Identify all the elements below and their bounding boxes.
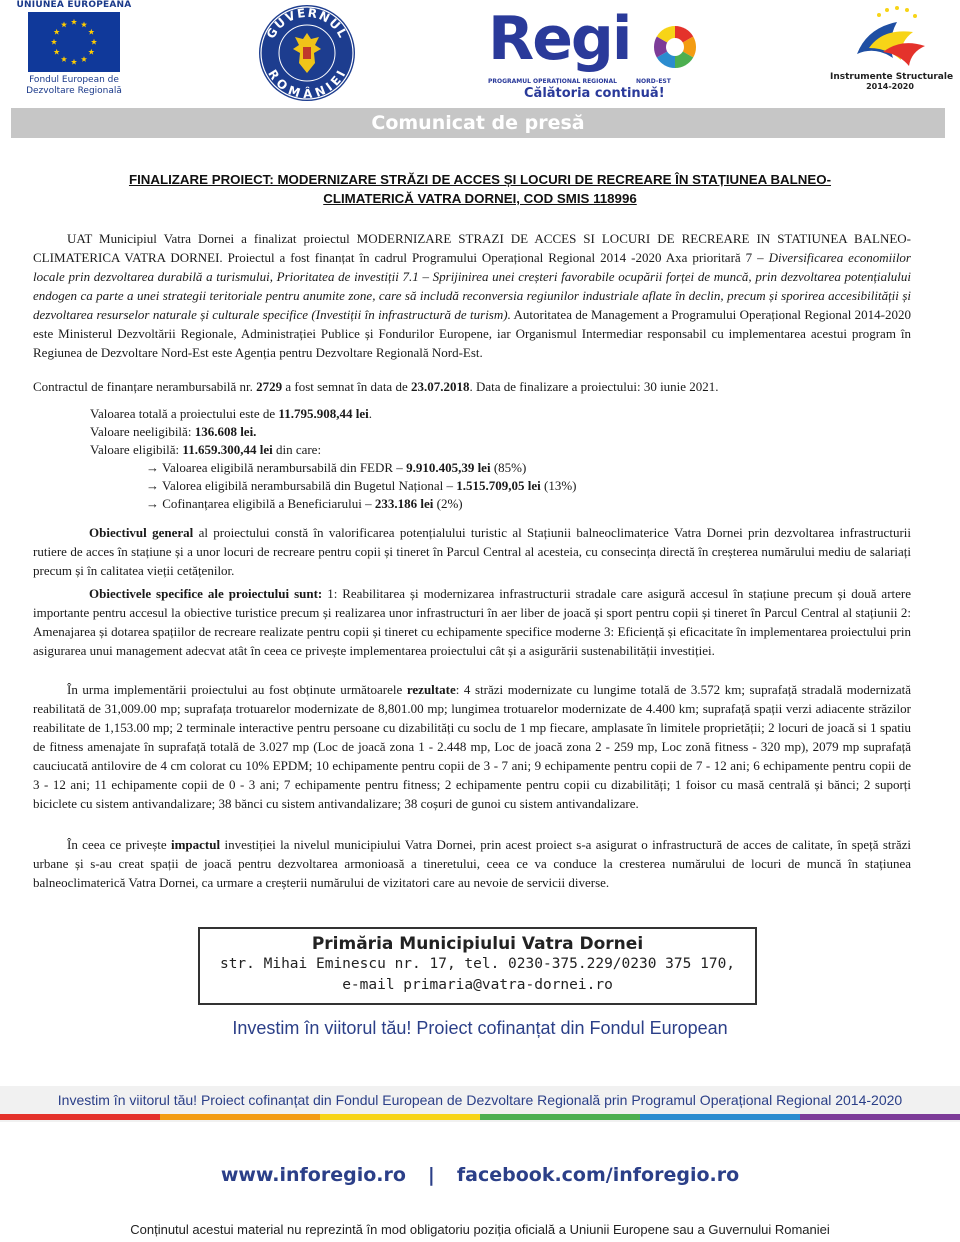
structural-instruments-title: Instrumente Structurale (830, 72, 954, 82)
text-segment: UAT Municipiul Vatra Dornei a finalizat proiectul MODERNIZARE STRAZI DE ACCES SI LOCURI DE RECREARE IN STATIUNEA BALNEO-CLIMATERICA VATRA DORNEI. Proiectul a fost finanțat în cadrul Programului Operațional Regional 2014 -2020 Axa prioritară 7 – (33, 231, 911, 265)
text-segment: (2%) (433, 496, 463, 511)
value-item-national-budget (90, 477, 790, 495)
value-item-cofinancing (90, 495, 790, 513)
inforegio-website-link[interactable]: www.inforegio.ro (220, 1164, 406, 1186)
impact-paragraph (33, 835, 911, 892)
regio-logo (488, 6, 748, 106)
stripe-segment (480, 1114, 641, 1120)
text-segment: investiției la nivelul municipiului Vatra Dornei, prin acest proiect s-a asigurat o infrastructură de acces de calitate, în speță străzi urbane și s-au creat spații de joacă pentru dezvoltarea armonioasă a tineretului, ceea ce va conduce la cresterea numărului de locuri de muncă în stațiunea balneoclimaterică Vatra Dornei, ca urmare a creșterii numărului de vizitatori care au nevoie de servicii diverse. (33, 837, 911, 890)
text-segment: . (368, 406, 372, 421)
contact-institution-name: Primăria Municipiului Vatra Dornei (311, 934, 644, 954)
inforegio-facebook-link[interactable]: facebook.com/inforegio.ro (456, 1164, 740, 1186)
eu-logo-caption-line1: Fondul European de (29, 75, 119, 85)
text-segment: În ceea ce privește (67, 837, 171, 852)
footer-links (0, 1164, 960, 1186)
project-values-list (90, 405, 790, 513)
regio-logo-program-text: PROGRAMUL OPERAȚIONAL REGIONAL (488, 78, 617, 85)
footer-slogan-short: Investim în viitorul tău! Proiect cofinanțat din Fondul European (232, 1018, 728, 1038)
text-segment: Valoare neeligibilă: (90, 424, 195, 439)
footer-color-stripe (0, 1114, 960, 1120)
text-segment: 1.515.709,05 lei (456, 478, 541, 493)
footer-disclaimer: Conținutul acestui material nu reprezintă în mod obligatoriu poziția oficială a Uniunii Europene sau a Guvernului Romaniei (130, 1222, 830, 1237)
gov-seal-text-bottom: ROMÂNIEI (265, 67, 349, 101)
eu-logo-caption-line2: Dezvoltare Regională (26, 86, 122, 96)
eu-flag-icon (28, 12, 120, 72)
text-segment: 23.07.2018 (410, 379, 470, 394)
text-segment: 2729 (256, 379, 283, 394)
intro-paragraph (33, 229, 911, 362)
text-segment: a fost semnat în data de (282, 379, 411, 394)
text-segment: Valoarea totală a proiectului este de (90, 406, 279, 421)
text-segment: : 4 străzi modernizate cu lungime totală de 3.572 km; suprafață stradală modernizată reabilitată de 31,009.00 mp; suprafața trotuarelor modernizate de 8,801.00 mp; lungimea trotuarelor modernizate de 4.400 km; suprafață spații verzi adiacente străzilor reabilitate de 1,153.00 mp; 2 terminale interactive pentru persoane cu dizabilități cu soclu de 1 mp fiecare, amplasate în limitele proprietății; 2 locuri de joacă si 1 spatiu de fitness amenajate în suprafață totală de 3.027 mp (Loc de joacă zona 1 - 2.448 mp, Loc de joacă zona 2 - 259 mp, Loc zonă fitness - 320 mp), 2079 mp suprafață cauciucată antilovire de 4 cm colorat cu 10% EPDM; 10 echipamente pentru copii de 3 - 7 ani; 9 echipamente pentru copii de 7 - 12 ani; 6 echipamente pentru copii de 3 - 12 ani; 11 echipamente copii de 0 - 3 ani; 7 echipamente pentru fitness; 2 echipamente pentru copii cu dizabilități; 1 foisor cu masă centrală și bănci; 2 suporți biciclete cu sistem antivandalizare; 38 bănci cu sistem antivandalizare; 38 coșuri de gunoi cu sistem antivandalizare. (33, 682, 911, 811)
structural-instruments-logo (830, 2, 954, 106)
text-segment: . Data de finalizare a proiectului: 30 iunie 2021. (469, 379, 719, 394)
structural-instruments-period: 2014-2020 (866, 82, 914, 91)
stripe-segment (640, 1114, 801, 1120)
text-segment: 233.186 lei (374, 496, 434, 511)
footer-slogan-long: Investim în viitorul tău! Proiect cofinanțat din Fondul European de Dezvoltare Regională prin Programul Operațional Regional 2014-2020 (57, 1092, 903, 1108)
stripe-segment (0, 1114, 161, 1120)
document-title-line1: FINALIZARE PROIECT: MODERNIZARE STRĂZI DE ACCES ȘI LOCURI DE RECREARE ÎN STAȚIUNEA BALNEO- (128, 172, 832, 187)
contract-paragraph (33, 377, 911, 396)
text-segment: (13%) (540, 478, 577, 493)
value-ineligible (90, 423, 790, 441)
text-segment: → Valoarea eligibilă nerambursabilă din FEDR – (146, 460, 407, 475)
general-objective-paragraph (33, 523, 911, 580)
text-segment: din care: (272, 442, 322, 457)
press-release-banner: Comunicat de presă (11, 108, 945, 138)
regio-logo-word: Regi (488, 4, 631, 74)
text-segment: Valoare eligibilă: (90, 442, 183, 457)
document-title (60, 170, 900, 208)
text-segment: Diversificarea economiilor locale prin dezvoltarea durabilă a turismului, Prioritatea de investiții 7.1 – Sprijinirea unei creșteri favorabile ocupării forței de muncă, prin dezvoltarea potențialului endogen ca parte a unei strategii teritoriale pentru anumite zone, care să includă reconversia regiunilor industriale aflate în declin, precum și sporirea accesibilității și dezvoltarea resurselor naturale și culturale specifice (Investiții în infrastructură de turism). (33, 250, 911, 322)
text-segment: al proiectului constă în valorificarea potențialului turistic al Stațiunii balneoclimaterice Vatra Dornei prin dezvoltarea infrastructurii rutiere de acces în stațiune și a unor locuri de recreare pentru copii și tineret în Parcul Central al acesteia, cu consecința directă în creșterea numărului mediu de salariați precum și în calitatea vieții cetățenilor. (33, 525, 911, 578)
eu-logo-title: UNIUNEA EUROPEANĂ (16, 0, 132, 10)
text-segment: 11.659.300,44 lei (182, 442, 273, 457)
regio-logo-region-text: NORD-EST (636, 78, 671, 85)
header-logos (0, 0, 960, 106)
text-segment: 1: Reabilitarea și modernizarea infrastructurii stradale care asigură accesul în stațiune precum și două artere importante pentru accesul la obiective turistice precum și realizarea unor infrastructuri în aer liber de joacă și sport pentru copii și tineret în Parcul Central al stațiunii 2: Amenajarea și dotarea spațiilor de recreare realizate pentru copii și tineret cu echipamente specifice moderne 3: Eficiență și eficacitate în implementarea proiectului prin asigurarea unui management adecvat atât în ceea ce privește implementarea proiectului cât și a asigurării sustenabilității investiției. (33, 586, 911, 658)
value-item-fedr (90, 459, 790, 477)
contact-email: e-mail primaria@vatra-dornei.ro (342, 977, 613, 993)
eu-logo (14, 0, 134, 104)
text-segment: Contractul de finanțare nerambursabilă nr. (33, 379, 257, 394)
stripe-segment (320, 1114, 481, 1120)
stripe-segment (800, 1114, 960, 1120)
footer-links-separator: | (427, 1164, 435, 1186)
gov-seal-text-top: GUVERNUL (263, 5, 351, 42)
text-segment: 9.910.405,39 lei (406, 460, 491, 475)
regio-color-wheel-icon (652, 24, 698, 70)
value-eligible (90, 441, 790, 459)
contact-box (198, 927, 757, 1005)
text-segment: În urma implementării proiectului au fost obținute următoarele (67, 682, 407, 697)
text-segment: Obiectivul general (89, 525, 194, 540)
text-segment: Autoritatea de Management a Programului Operațional Regional 2014-2020 este Ministerul Dezvoltării Regionale, Administrației Publice și Fondurilor Europene, iar Organismul Intermediar responsabil cu implementarea acestui program în Regiunea de Dezvoltare Nord-Est este Agenția pentru Dezvoltare Regională Nord-Est. (33, 307, 912, 360)
text-segment: rezultate (406, 682, 456, 697)
contact-address: str. Mihai Eminescu nr. 17, tel. 0230-375.229/0230 375 170, (219, 956, 736, 972)
regio-logo-tagline: Călătoria continuă! (524, 86, 665, 101)
structural-instruments-mark-icon (847, 2, 933, 72)
text-segment: (85%) (490, 460, 527, 475)
text-segment: 136.608 lei. (194, 424, 257, 439)
text-segment: → Valorea eligibilă nerambursabilă din Bugetul Național – (146, 478, 457, 493)
specific-objectives-paragraph (33, 584, 911, 660)
text-segment: → Cofinanțarea eligibilă a Beneficiarului – (146, 496, 375, 511)
text-segment: Obiectivele specifice ale proiectului sunt: (89, 586, 323, 601)
text-segment: 11.795.908,44 lei (278, 406, 369, 421)
value-total (90, 405, 790, 423)
government-seal-icon (257, 3, 357, 103)
text-segment: impactul (170, 837, 221, 852)
eu-logo-caption (14, 75, 134, 97)
document-title-line2: CLIMATERICĂ VATRA DORNEI, COD SMIS 118996 (323, 191, 637, 206)
stripe-segment (160, 1114, 321, 1120)
results-paragraph (33, 680, 911, 813)
